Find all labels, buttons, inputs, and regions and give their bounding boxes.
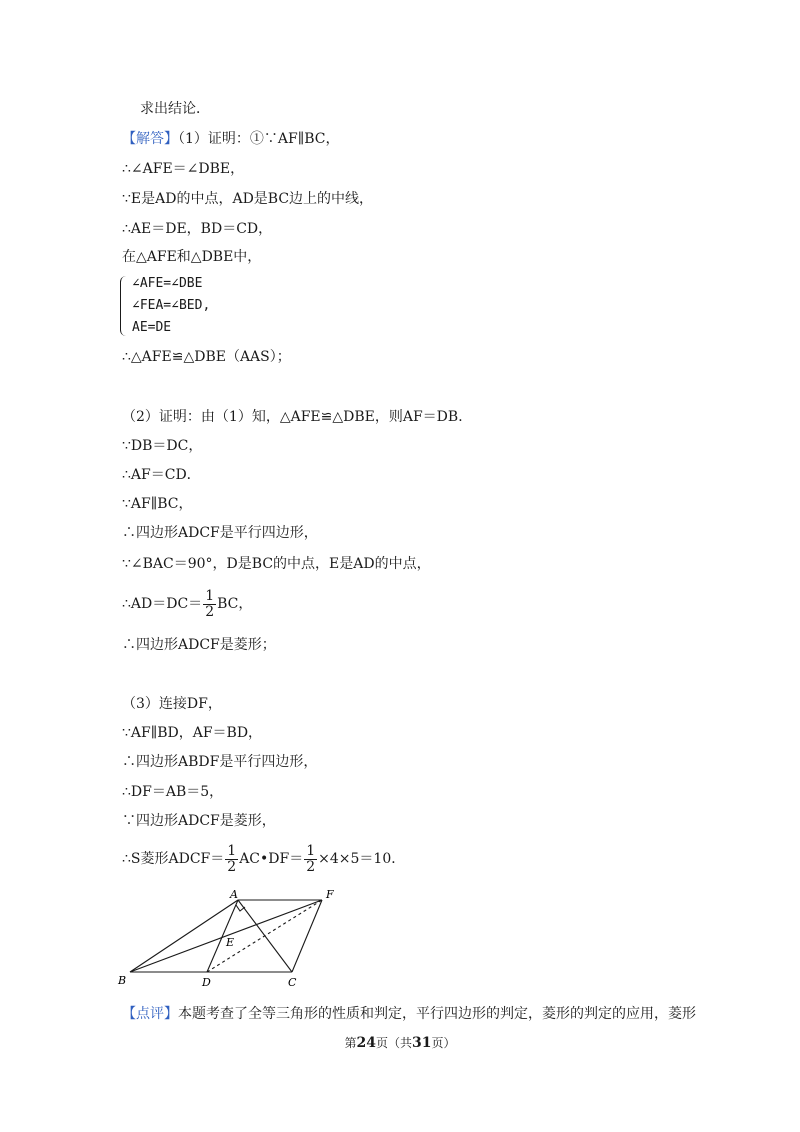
comment-tag: 【点评】: [122, 1006, 178, 1022]
text-line: ∴AE＝DE，BD＝CD，: [122, 221, 273, 237]
segment-df-dashed: [207, 900, 322, 972]
point-label-a: A: [230, 888, 238, 901]
text-part: ∴S菱形ADCF＝: [122, 851, 225, 867]
text-line: ∴四边形ADCF是平行四边形，: [122, 525, 318, 541]
fraction-numerator: 1: [205, 587, 215, 604]
segment-fc: [292, 900, 322, 972]
text-line: （1）证明：①∵AF∥BC，: [178, 131, 340, 147]
text-part: BC，: [217, 596, 253, 612]
text-line: ∵AF∥BD，AF＝BD，: [122, 725, 263, 741]
text-line: ∴△AFE≌△DBE（AAS）；: [122, 349, 291, 365]
page-footer: [0, 1034, 800, 1051]
text-line: 本题考查了全等三角形的性质和判定，平行四边形的判定，菱形的判定的应用，菱形: [178, 1006, 696, 1022]
text-line: ∴四边形ADCF是菱形；: [122, 637, 276, 653]
text-line: ∴DF＝AB＝5，: [122, 784, 224, 800]
footer-text: 页）: [431, 1036, 456, 1050]
page-total: 31: [412, 1035, 432, 1051]
text-line: ∵E是AD的中点，AD是BC边上的中线，: [122, 191, 374, 207]
point-label-d: D: [202, 976, 211, 989]
fraction-denominator: 2: [227, 858, 237, 875]
text-line: ∵AF∥BC，: [122, 496, 193, 512]
fraction-numerator: 1: [227, 842, 237, 859]
point-label-e: E: [226, 936, 235, 949]
right-angle-mark: [236, 905, 245, 911]
segment-ab: [130, 900, 238, 972]
page-number: 24: [356, 1035, 376, 1051]
system-row: AE=DE: [132, 320, 172, 335]
text-line: ∴AF＝CD．: [122, 467, 201, 483]
system-row: ∠FEA=∠BED,: [132, 298, 211, 313]
text-line: ∵DB＝DC，: [122, 438, 203, 454]
text-line: （3）连接DF，: [122, 696, 222, 712]
text-part: ×4×5＝10．: [318, 851, 406, 867]
fraction-denominator: 2: [306, 858, 316, 875]
footer-text: 第: [344, 1036, 357, 1050]
text-line: 在△AFE和△DBE中，: [122, 249, 262, 265]
comment-line: [122, 1005, 696, 1023]
point-label-c: C: [288, 976, 297, 989]
text-line: 求出结论．: [140, 101, 210, 117]
point-label-f: F: [326, 888, 334, 901]
footer-text: 页（共: [375, 1036, 412, 1050]
text-line: ∵∠BAC＝90°，D是BC的中点，E是AD的中点，: [122, 556, 431, 572]
point-label-b: B: [118, 974, 127, 987]
fraction-numerator: 1: [306, 842, 316, 859]
text-line: （2）证明：由（1）知，△AFE≌△DBE，则AF＝DB．: [122, 409, 473, 425]
text-line: ∴四边形ABDF是平行四边形，: [122, 754, 318, 770]
text-line: ∴∠AFE＝∠DBE，: [122, 161, 245, 177]
text-line: ∵四边形ADCF是菱形，: [122, 813, 276, 829]
text-part: ∴AD＝DC＝: [122, 596, 203, 612]
text-part: AC•DF＝: [239, 851, 304, 867]
fraction-denominator: 2: [205, 603, 215, 620]
answer-tag: 【解答】: [122, 131, 178, 147]
system-row: ∠AFE=∠DBE: [132, 276, 203, 291]
